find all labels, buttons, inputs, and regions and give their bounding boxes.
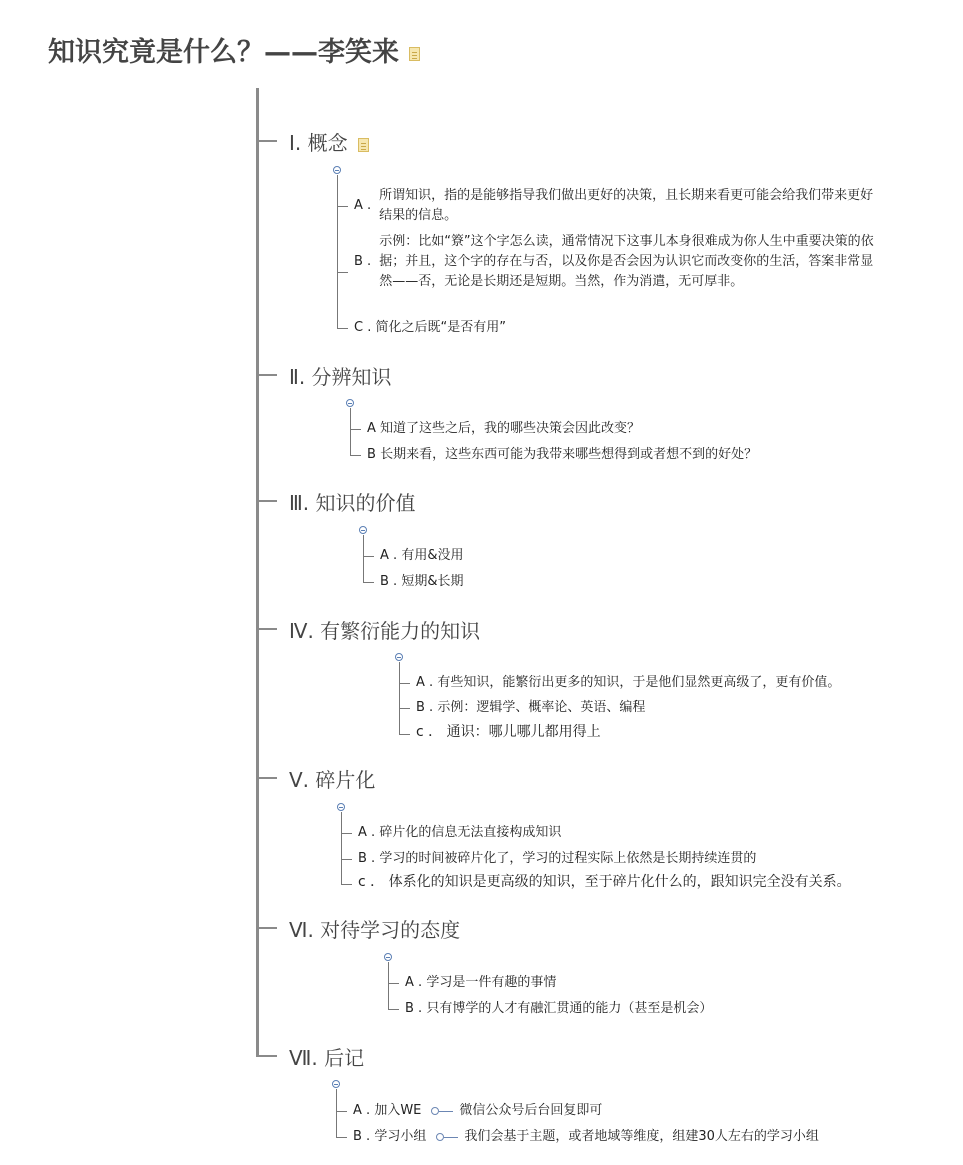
section-3-collapse-icon[interactable]	[359, 526, 367, 534]
section-4-connector	[256, 628, 277, 630]
item-4b[interactable]	[416, 698, 645, 718]
item-letter: A .	[380, 548, 398, 563]
section-1-label: Ⅰ. 概念	[289, 131, 348, 155]
section-5-connector	[256, 777, 277, 779]
section-7-topic[interactable]	[289, 1042, 364, 1071]
item-text: 学习小组	[374, 1129, 427, 1144]
item-2b[interactable]	[367, 445, 757, 465]
section-6-connector	[256, 927, 277, 929]
item-4a-connector	[399, 683, 410, 684]
section-5-label: Ⅴ. 碎片化	[289, 768, 376, 792]
section-1-topic[interactable]	[289, 127, 369, 156]
item-text: 有用&没用	[401, 548, 464, 563]
item-letter: A .	[405, 975, 423, 990]
item-2b-connector	[350, 455, 361, 456]
item-1c[interactable]	[354, 318, 506, 338]
item-7a-connector	[336, 1111, 347, 1112]
section-7-connector	[256, 1055, 277, 1057]
section-5-branch-line	[341, 812, 342, 885]
section-4-topic[interactable]	[289, 615, 480, 644]
item-5a-connector	[341, 833, 352, 834]
section-4-branch-line	[399, 662, 400, 734]
item-5b-connector	[341, 859, 352, 860]
section-7-label: Ⅶ. 后记	[289, 1046, 365, 1070]
item-letter: c ．	[358, 874, 385, 890]
item-5c-connector	[341, 884, 352, 885]
section-6-collapse-icon[interactable]	[384, 953, 392, 961]
section-3-topic[interactable]	[289, 487, 416, 516]
item-text: 简化之后既“是否有用”	[375, 320, 506, 335]
item-text: 知道了这些之后，我的哪些决策会因此改变？	[380, 421, 641, 436]
item-text: 通识：哪儿哪儿都用得上	[446, 724, 601, 740]
item-text: 学习的时间被碎片化了，学习的过程实际上依然是长期持续连贯的	[379, 851, 757, 866]
note-icon[interactable]	[409, 47, 420, 61]
section-1-branch-line	[337, 175, 338, 328]
title-text: 知识究竟是什么？——李笑来	[48, 37, 399, 68]
item-letter: B .	[380, 574, 398, 589]
item-note: 我们会基于主题，或者地域等维度，组建30人左右的学习小组	[464, 1129, 819, 1144]
main-trunk-line	[256, 88, 259, 1057]
item-4c[interactable]	[416, 722, 601, 742]
item-letter: A .	[358, 825, 376, 840]
item-4a[interactable]	[416, 673, 840, 693]
item-6a[interactable]	[405, 973, 556, 993]
item-letter: A .	[353, 1103, 371, 1118]
item-7b-connector	[336, 1137, 347, 1138]
item-text: 所谓知识，指的是能够指导我们做出更好的决策，且长期来看更可能会给我们带来更好结果的信息。	[379, 188, 874, 223]
item-2a-connector	[350, 429, 361, 430]
item-text: 有些知识，能繁衍出更多的知识，于是他们显然更高级了，更有价值。	[437, 675, 841, 690]
item-5a[interactable]	[358, 823, 561, 843]
item-letter: B	[367, 447, 376, 462]
item-text: 碎片化的信息无法直接构成知识	[379, 825, 562, 840]
item-text: 加入WE	[374, 1103, 422, 1118]
item-letter: B .	[354, 254, 372, 269]
item-7a[interactable]	[353, 1101, 602, 1121]
section-7-branch-line	[336, 1089, 337, 1137]
item-4b-connector	[399, 708, 410, 709]
item-letter: A .	[354, 198, 372, 213]
section-6-label: Ⅵ. 对待学习的态度	[289, 918, 461, 942]
note-icon[interactable]	[358, 138, 369, 152]
item-1b-connector	[337, 272, 348, 273]
item-1b[interactable]	[354, 232, 879, 292]
section-5-collapse-icon[interactable]	[337, 803, 345, 811]
section-2-branch-line	[350, 408, 351, 455]
section-3-branch-line	[363, 535, 364, 582]
item-letter: c ．	[416, 724, 443, 740]
section-6-branch-line	[388, 962, 389, 1009]
item-6b-connector	[388, 1009, 399, 1010]
item-text: 示例：逻辑学、概率论、英语、编程	[437, 700, 646, 715]
item-text: 示例：比如“簝”这个字怎么读，通常情况下这事儿本身很难成为你人生中重要决策的依据；并且，这个字的存在与否，以及你是否会因为认识它而改变你的生活，答案非常显然——否，无论是长期还是短期。当然，作为消遣，无可厚非。	[379, 234, 874, 289]
section-3-connector	[256, 500, 277, 502]
section-6-topic[interactable]	[289, 914, 460, 943]
item-note: 微信公众号后台回复即可	[459, 1103, 603, 1118]
item-text: 学习是一件有趣的事情	[426, 975, 557, 990]
item-3a-connector	[363, 556, 374, 557]
section-2-connector	[256, 374, 277, 376]
section-4-collapse-icon[interactable]	[395, 653, 403, 661]
item-6a-connector	[388, 983, 399, 984]
item-3b-connector	[363, 582, 374, 583]
item-2a[interactable]	[367, 419, 640, 439]
item-letter: B .	[416, 700, 434, 715]
item-1c-connector	[337, 328, 348, 329]
item-5b[interactable]	[358, 849, 756, 869]
item-letter: B .	[405, 1001, 423, 1016]
section-2-collapse-icon[interactable]	[346, 399, 354, 407]
section-1-collapse-icon[interactable]	[333, 166, 341, 174]
item-5c[interactable]	[358, 872, 851, 892]
item-text: 只有博学的人才有融汇贯通的能力（甚至是机会）	[426, 1001, 713, 1016]
item-1a[interactable]	[354, 186, 879, 226]
item-1a-connector	[337, 206, 348, 207]
section-1-connector	[256, 140, 277, 142]
item-3b[interactable]	[380, 572, 463, 592]
item-letter: C .	[354, 320, 372, 335]
item-letter: A	[367, 421, 376, 436]
item-letter: B .	[358, 851, 376, 866]
item-letter: B .	[353, 1129, 371, 1144]
item-6b[interactable]	[405, 999, 712, 1019]
item-4c-connector	[399, 734, 410, 735]
page-title	[48, 30, 420, 69]
section-5-topic[interactable]	[289, 764, 375, 793]
section-2-topic[interactable]	[289, 361, 392, 390]
item-text: 短期&长期	[401, 574, 464, 589]
section-3-label: Ⅲ. 知识的价值	[289, 491, 416, 515]
section-2-label: Ⅱ. 分辨知识	[289, 365, 392, 389]
item-letter: A .	[416, 675, 434, 690]
item-text: 长期来看，这些东西可能为我带来哪些想得到或者想不到的好处？	[380, 447, 758, 462]
item-7b[interactable]	[353, 1127, 819, 1147]
section-7-collapse-icon[interactable]	[332, 1080, 340, 1088]
item-3a[interactable]	[380, 546, 463, 566]
link-connector-icon	[431, 1106, 453, 1116]
section-4-label: Ⅳ. 有繁衍能力的知识	[289, 619, 481, 643]
link-connector-icon	[436, 1132, 458, 1142]
item-text: 体系化的知识是更高级的知识，至于碎片化什么的，跟知识完全没有关系。	[388, 874, 851, 890]
